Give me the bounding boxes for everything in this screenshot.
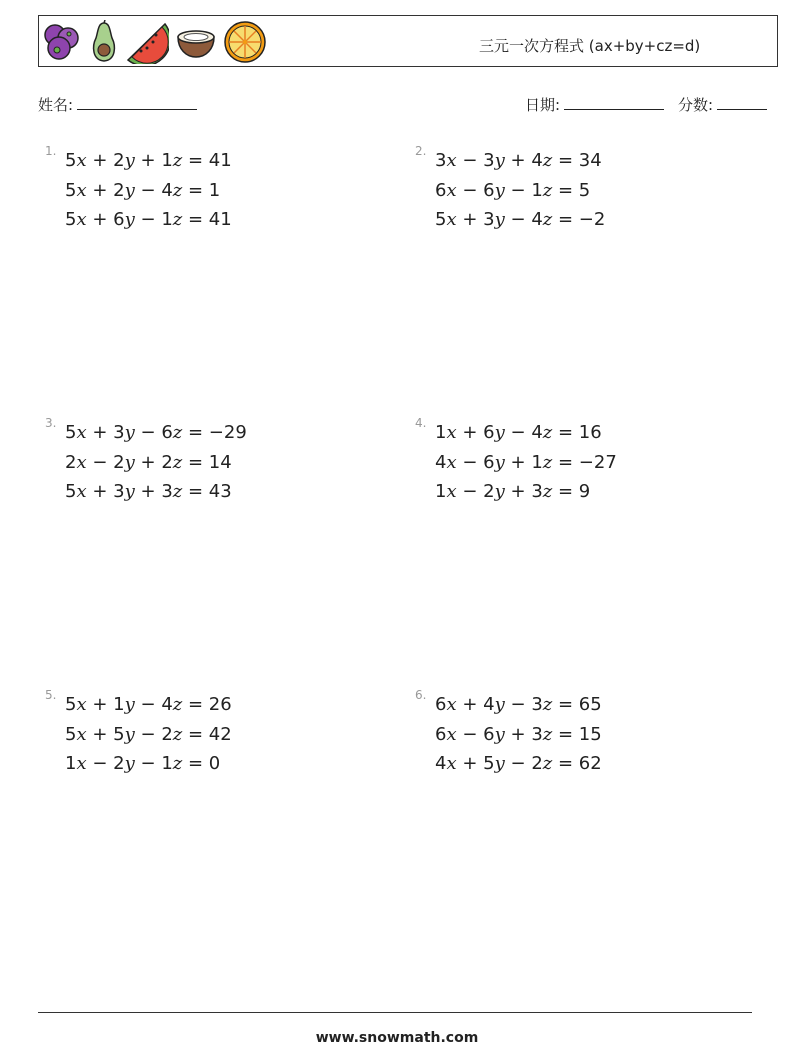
equation-line (435, 723, 602, 745)
variable: z (542, 753, 553, 774)
variable: y (494, 179, 505, 201)
coefficient: + 3 (92, 422, 125, 443)
variable: z (172, 150, 183, 171)
coefficient: − 6 (140, 422, 173, 443)
coefficient: 6 (435, 694, 447, 715)
coefficient: − 4 (510, 422, 543, 443)
coefficient: − 2 (462, 481, 495, 502)
coefficient: + 1 (140, 150, 173, 171)
coefficient: 2 (65, 451, 77, 473)
variable: y (494, 753, 505, 774)
variable: z (542, 179, 553, 201)
coefficient: + 6 (92, 209, 125, 230)
equation-line (435, 451, 617, 473)
variable: x (446, 179, 457, 201)
variable: x (76, 694, 87, 715)
coefficient: 1 (435, 422, 447, 443)
orange-slice-icon (223, 20, 267, 64)
equation-line (65, 209, 232, 230)
equation-line (435, 179, 591, 201)
name-blank-line[interactable] (77, 95, 197, 110)
variable: z (172, 694, 183, 715)
coefficient: − 1 (140, 753, 173, 774)
variable: z (542, 481, 553, 502)
coefficient: + 3 (510, 723, 543, 745)
variable: y (494, 451, 505, 473)
name-field[interactable] (38, 94, 197, 115)
score-blank-line[interactable] (717, 95, 767, 110)
header-box (38, 15, 778, 67)
variable: y (124, 451, 135, 473)
coefficient: 4 (435, 753, 447, 774)
coefficient: = −2 (558, 209, 606, 230)
variable: z (172, 209, 183, 230)
date-blank-line[interactable] (564, 95, 664, 110)
coefficient: + 5 (92, 723, 125, 745)
variable: z (542, 209, 553, 230)
coefficient: + 2 (92, 150, 125, 171)
variable: z (172, 481, 183, 502)
equation-line (65, 451, 232, 473)
coefficient: − 4 (140, 694, 173, 715)
coefficient: = 41 (188, 209, 232, 230)
coefficient: − 3 (462, 150, 495, 171)
coefficient: 4 (435, 451, 447, 473)
coefficient: 1 (435, 481, 447, 502)
name-label: 姓名: (38, 96, 74, 114)
variable: x (76, 753, 87, 774)
variable: x (446, 723, 457, 745)
coefficient: 5 (65, 694, 77, 715)
coefficient: = 1 (188, 179, 221, 201)
coefficient: 5 (65, 422, 77, 443)
variable: x (76, 209, 87, 230)
variable: y (494, 422, 505, 443)
variable: x (76, 723, 87, 745)
variable: y (494, 150, 505, 171)
variable: z (542, 422, 553, 443)
variable: z (542, 723, 553, 745)
coefficient: − 2 (140, 723, 173, 745)
coefficient: − 2 (92, 451, 125, 473)
coefficient: = 34 (558, 150, 602, 171)
coefficient: 5 (65, 723, 77, 745)
problem-number: 5. (45, 688, 57, 702)
coefficient: + 5 (462, 753, 495, 774)
date-label: 日期: (525, 96, 561, 114)
problem-number: 2. (415, 144, 427, 158)
coefficient: 6 (435, 723, 447, 745)
equation-line (435, 150, 602, 171)
coefficient: = 9 (558, 481, 591, 502)
variable: z (172, 723, 183, 745)
equation-line (65, 150, 232, 171)
variable: x (76, 481, 87, 502)
variable: x (446, 481, 457, 502)
coefficient: = 26 (188, 694, 232, 715)
coefficient: + 3 (92, 481, 125, 502)
variable: y (494, 694, 505, 715)
coefficient: + 2 (92, 179, 125, 201)
coefficient: 5 (65, 209, 77, 230)
watermelon-icon (125, 20, 169, 64)
date-field[interactable] (525, 94, 664, 115)
coefficient: − 1 (510, 179, 543, 201)
coefficient: = 15 (558, 723, 602, 745)
equation-line (65, 422, 247, 443)
variable: y (124, 753, 135, 774)
variable: x (446, 694, 457, 715)
variable: z (542, 451, 553, 473)
equation-line (65, 694, 232, 715)
coefficient: − 6 (462, 723, 495, 745)
coefficient: 5 (65, 150, 77, 171)
coefficient: = 43 (188, 481, 232, 502)
coefficient: = −29 (188, 422, 247, 443)
variable: z (542, 694, 553, 715)
avocado-icon (89, 20, 119, 64)
coefficient: + 3 (462, 209, 495, 230)
equation-line (435, 481, 591, 502)
variable: y (494, 209, 505, 230)
equation-line (65, 723, 232, 745)
problem-number: 4. (415, 416, 427, 430)
equation-line (435, 422, 602, 443)
equation-line (435, 209, 606, 230)
variable: z (172, 451, 183, 473)
equation-line (65, 753, 221, 774)
coefficient: 5 (435, 209, 447, 230)
coefficient: − 1 (140, 209, 173, 230)
variable: z (172, 422, 183, 443)
variable: y (124, 481, 135, 502)
equation-line (435, 753, 602, 774)
equation-line (65, 179, 221, 201)
coefficient: + 1 (510, 451, 543, 473)
problem-number: 6. (415, 688, 427, 702)
variable: y (124, 694, 135, 715)
variable: y (124, 422, 135, 443)
grapes-icon (41, 21, 83, 63)
variable: x (76, 150, 87, 171)
coefficient: = 14 (188, 451, 232, 473)
coefficient: − 3 (510, 694, 543, 715)
coefficient: = −27 (558, 451, 617, 473)
problem-number: 1. (45, 144, 57, 158)
coefficient: + 2 (140, 451, 173, 473)
equation-line (435, 694, 602, 715)
coefficient: 5 (65, 179, 77, 201)
problem-number: 3. (45, 416, 57, 430)
coefficient: + 4 (462, 694, 495, 715)
coefficient: = 62 (558, 753, 602, 774)
coefficient: = 5 (558, 179, 591, 201)
coefficient: = 0 (188, 753, 221, 774)
coefficient: = 41 (188, 150, 232, 171)
coefficient: − 2 (92, 753, 125, 774)
coefficient: 3 (435, 150, 447, 171)
variable: x (446, 209, 457, 230)
score-label: 分数: (678, 96, 714, 114)
variable: y (124, 209, 135, 230)
variable: z (172, 753, 183, 774)
coefficient: 1 (65, 753, 77, 774)
footer-url: www.snowmath.com (315, 1030, 479, 1046)
coefficient: = 42 (188, 723, 232, 745)
coefficient: = 16 (558, 422, 602, 443)
variable: y (124, 179, 135, 201)
coefficient: = 65 (558, 694, 602, 715)
variable: x (76, 179, 87, 201)
coefficient: 6 (435, 179, 447, 201)
variable: x (446, 753, 457, 774)
variable: x (446, 451, 457, 473)
coefficient: 5 (65, 481, 77, 502)
worksheet-title: 三元一次方程式 (ax+by+cz=d) (479, 37, 701, 55)
coefficient: − 2 (510, 753, 543, 774)
variable: x (446, 150, 457, 171)
fruit-icons (41, 19, 267, 65)
coefficient: + 6 (462, 422, 495, 443)
coefficient: + 4 (510, 150, 543, 171)
variable: z (172, 179, 183, 201)
variable: y (124, 150, 135, 171)
score-field[interactable] (678, 94, 767, 115)
coefficient: − 4 (510, 209, 543, 230)
coefficient: − 6 (462, 179, 495, 201)
coefficient: + 3 (510, 481, 543, 502)
variable: y (494, 723, 505, 745)
coefficient: − 6 (462, 451, 495, 473)
coefficient: + 3 (140, 481, 173, 502)
variable: y (494, 481, 505, 502)
variable: x (446, 422, 457, 443)
variable: z (542, 150, 553, 171)
footer-divider (38, 1012, 752, 1013)
coefficient: + 1 (92, 694, 125, 715)
coefficient: − 4 (140, 179, 173, 201)
variable: x (76, 422, 87, 443)
variable: y (124, 723, 135, 745)
coconut-icon (175, 21, 217, 63)
variable: x (76, 451, 87, 473)
equation-line (65, 481, 232, 502)
